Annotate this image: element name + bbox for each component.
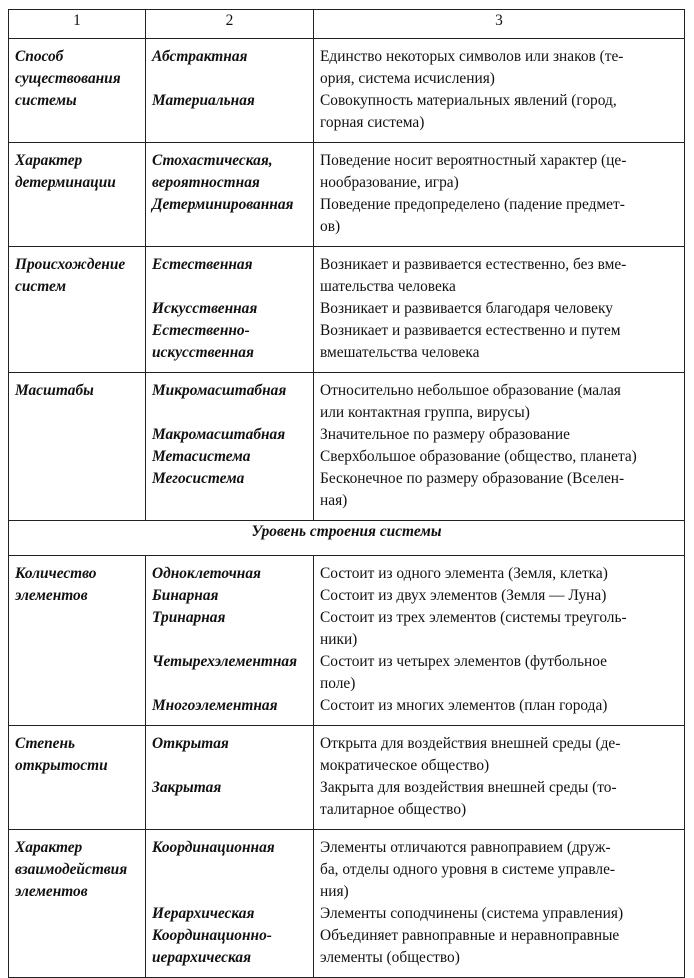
header-row — [9, 10, 685, 39]
category-cell — [9, 726, 146, 830]
category-cell — [9, 556, 146, 726]
description-line: или контактная группа, вирусы) — [320, 404, 530, 421]
table-row — [9, 373, 685, 521]
description-line: Возникает и развивается естественно, без вме- — [320, 256, 627, 273]
type-name: Мегосистема — [152, 470, 245, 487]
category-line: существования — [15, 70, 121, 87]
type-cell — [146, 726, 314, 830]
type-name: Материальная — [152, 92, 255, 109]
type-name: Искусственная — [152, 300, 258, 317]
description-cell — [314, 556, 685, 726]
type-name — [152, 881, 310, 903]
description-line: ния) — [320, 883, 349, 900]
header-col1: 1 — [9, 10, 146, 39]
description-line: Возникает и развивается естественно и путем — [320, 322, 621, 339]
description-line: Сверхбольшое образование (общество, планета) — [320, 448, 637, 465]
table-row — [9, 143, 685, 247]
classification-table — [8, 9, 685, 978]
description-line: Значительное по размеру образование — [320, 426, 570, 443]
description-line: ория, система исчисления) — [320, 70, 495, 87]
type-name: Абстрактная — [152, 48, 248, 65]
type-cell — [146, 247, 314, 373]
type-name — [152, 68, 310, 90]
type-name: Иерархическая — [152, 905, 255, 922]
category-line: Масштабы — [15, 382, 94, 399]
category-line: Степень — [15, 735, 76, 752]
description-line: ная) — [320, 492, 348, 509]
category-cell — [9, 373, 146, 521]
type-cell — [146, 373, 314, 521]
type-name: иерархическая — [152, 949, 252, 966]
description-line: Закрыта для воздействия внешней среды (то- — [320, 779, 617, 796]
description-cell — [314, 373, 685, 521]
type-name — [152, 402, 310, 424]
type-name — [152, 490, 310, 512]
table-row — [9, 247, 685, 373]
description-line: ники) — [320, 631, 358, 648]
description-line: Совокупность материальных явлений (город, — [320, 92, 617, 109]
type-name: Детерминированная — [152, 196, 294, 213]
description-line: Состоит из двух элементов (Земля — Луна) — [320, 587, 607, 604]
category-line: элементов — [15, 587, 88, 604]
category-line: Характер — [15, 839, 83, 856]
type-cell — [146, 556, 314, 726]
category-line: Способ — [15, 48, 64, 65]
type-cell — [146, 143, 314, 247]
category-line: системы — [15, 92, 77, 109]
description-line: Относительно небольшое образование (малая — [320, 382, 621, 399]
category-cell — [9, 39, 146, 143]
type-name: Четырехэлементная — [152, 653, 298, 670]
type-name: вероятностная — [152, 174, 260, 191]
description-line: Состоит из многих элементов (план города) — [320, 697, 608, 714]
category-line: систем — [15, 278, 66, 295]
table-row — [9, 556, 685, 726]
description-line: ов) — [320, 218, 341, 235]
category-line: детерминации — [15, 174, 116, 191]
type-name: искусственная — [152, 344, 254, 361]
type-name: Многоэлементная — [152, 697, 278, 714]
type-name — [152, 673, 310, 695]
type-name: Координационная — [152, 839, 275, 856]
description-cell — [314, 726, 685, 830]
type-name — [152, 799, 310, 821]
header-col3: 3 — [314, 10, 685, 39]
description-line: вмешательства человека — [320, 344, 480, 361]
type-name: Макромасштабная — [152, 426, 286, 443]
type-name: Микромасштабная — [152, 382, 287, 399]
description-line: Единство некоторых символов или знаков (те- — [320, 48, 624, 65]
type-name — [152, 755, 310, 777]
category-line: элементов — [15, 883, 88, 900]
description-cell — [314, 247, 685, 373]
description-line: нообразование, игра) — [320, 174, 459, 191]
header-col2: 2 — [146, 10, 314, 39]
section-subheader-row — [9, 521, 685, 556]
type-name: Закрытая — [152, 779, 222, 796]
description-line: Бесконечное по размеру образование (Вселен- — [320, 470, 625, 487]
type-name: Бинарная — [152, 587, 219, 604]
category-cell — [9, 143, 146, 247]
description-line: мократическое общество) — [320, 757, 490, 774]
description-cell — [314, 143, 685, 247]
category-line: взаимодействия — [15, 861, 128, 878]
type-name — [152, 216, 310, 238]
description-line: горная система) — [320, 114, 425, 131]
type-name: Тринарная — [152, 609, 226, 626]
type-cell — [146, 830, 314, 978]
type-name — [152, 276, 310, 298]
section-subheader: Уровень строения системы — [9, 521, 685, 556]
description-line: Состоит из трех элементов (системы треуголь- — [320, 609, 627, 626]
type-name: Открытая — [152, 735, 229, 752]
type-cell — [146, 39, 314, 143]
type-name: Естественная — [152, 256, 253, 273]
category-line: Происхождение — [15, 256, 126, 273]
description-line: Элементы соподчинены (система управления) — [320, 905, 624, 922]
type-name: Стохастическая, — [152, 152, 273, 169]
description-line: ба, отделы одного уровня в системе управле- — [320, 861, 616, 878]
type-name — [152, 629, 310, 651]
type-name: Одноклеточная — [152, 565, 261, 582]
type-name: Метасистема — [152, 448, 251, 465]
category-line: Характер — [15, 152, 83, 169]
table-row — [9, 726, 685, 830]
category-cell — [9, 247, 146, 373]
description-line: Поведение носит вероятностный характер (це- — [320, 152, 627, 169]
description-line: Состоит из одного элемента (Земля, клетка) — [320, 565, 608, 582]
description-line: Объединяет равноправные и неравноправные — [320, 927, 620, 944]
table-row — [9, 39, 685, 143]
table-row — [9, 830, 685, 978]
category-line: Количество — [15, 565, 97, 582]
description-line: талитарное общество) — [320, 801, 467, 818]
type-name — [152, 859, 310, 881]
type-name — [152, 112, 310, 134]
category-cell — [9, 830, 146, 978]
description-line: Элементы отличаются равноправием (друж- — [320, 839, 611, 856]
description-cell — [314, 830, 685, 978]
description-line: Возникает и развивается благодаря человеку — [320, 300, 613, 317]
description-line: поле) — [320, 675, 356, 692]
description-line: Поведение предопределено (падение предмет- — [320, 196, 625, 213]
description-line: элементы (общество) — [320, 949, 460, 966]
description-line: Состоит из четырех элементов (футбольное — [320, 653, 607, 670]
type-name: Координационно- — [152, 927, 272, 944]
category-line: открытости — [15, 757, 108, 774]
description-line: Открыта для воздействия внешней среды (де- — [320, 735, 621, 752]
description-cell — [314, 39, 685, 143]
description-line: шательства человека — [320, 278, 456, 295]
type-name: Естественно- — [152, 322, 250, 339]
